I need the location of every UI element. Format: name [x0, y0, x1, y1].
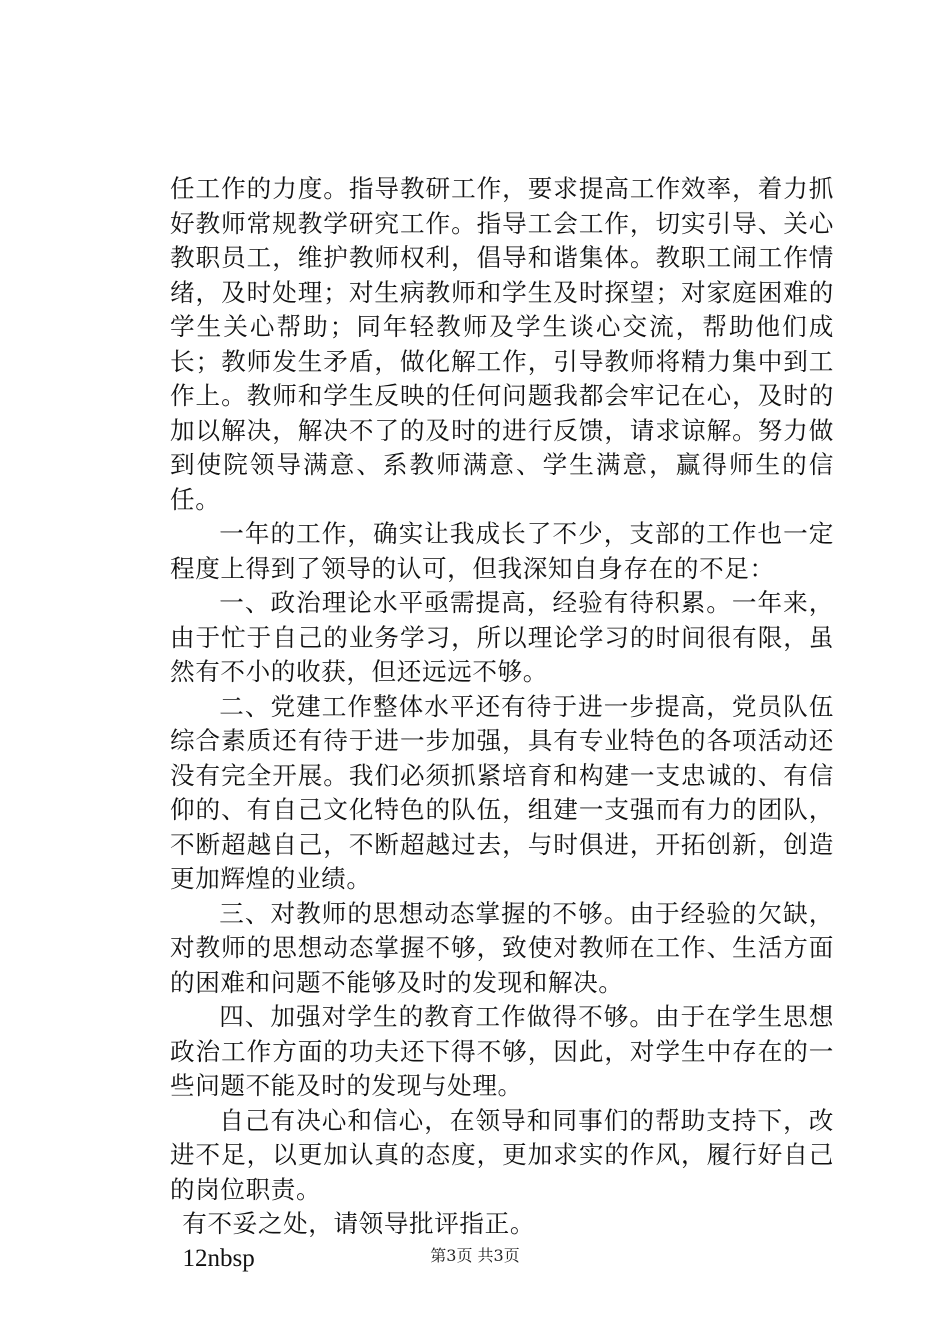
page-footer: 第3页 共3页: [430, 1246, 520, 1265]
paragraph-trailing-text: 12nbsp: [182, 1244, 255, 1272]
paragraph-summary: 一年的工作，确实让我成长了不少，支部的工作也一定程度上得到了领导的认可，但我深知自身存在的不足：: [170, 519, 834, 583]
paragraph-shortcoming-4: 四、加强对学生的教育工作做得不够。由于在学生思想政治工作方面的功夫还下得不够，因此，对学生中存在的一些问题不能及时的发现与处理。: [170, 1002, 834, 1100]
paragraph-resolution: 自己有决心和信心，在领导和同事们的帮助支持下，改进不足，以更加认真的态度，更加求实的作风，履行好自己的岗位职责。: [170, 1105, 834, 1204]
document-body: [170, 172, 834, 1276]
paragraph-shortcoming-1: 一、政治理论水平亟需提高，经验有待积累。一年来，由于忙于自己的业务学习，所以理论学习的时间很有限，虽然有不小的收获，但还远远不够。: [170, 588, 834, 686]
paragraph-continued: 任工作的力度。指导教研工作，要求提高工作效率，着力抓好教师常规教学研究工作。指导工会工作，切实引导、关心教职员工，维护教师权利，倡导和谐集体。教职工闹工作情绪，及时处理；对生病教师和学生及时探望；对家庭困难的学生关心帮助；同年轻教师及学生谈心交流，帮助他们成长；教师发生矛盾，做化解工作，引导教师将精力集中到工作上。教师和学生反映的任何问题我都会牢记在心，及时的加以解决，解决不了的及时的进行反馈，请求谅解。努力做到使院领导满意、系教师满意、学生满意，赢得师生的信任。: [170, 174, 834, 514]
paragraph-shortcoming-2: 二、党建工作整体水平还有待于进一步提高，党员队伍综合素质还有待于进一步加强，具有专业特色的各项活动还没有完全开展。我们必须抓紧培育和构建一支忠诚的、有信仰的、有自己文化特色的队伍，组建一支强而有力的团队，不断超越自己，不断超越过去，与时俱进，开拓创新，创造更加辉煌的业绩。: [170, 691, 834, 893]
paragraph-shortcoming-3: 三、对教师的思想动态掌握的不够。由于经验的欠缺，对教师的思想动态掌握不够，致使对教师在工作、生活方面的困难和问题不能够及时的发现和解决。: [170, 898, 834, 997]
paragraph-closing: 有不妥之处，请领导批评指正。: [182, 1209, 536, 1238]
